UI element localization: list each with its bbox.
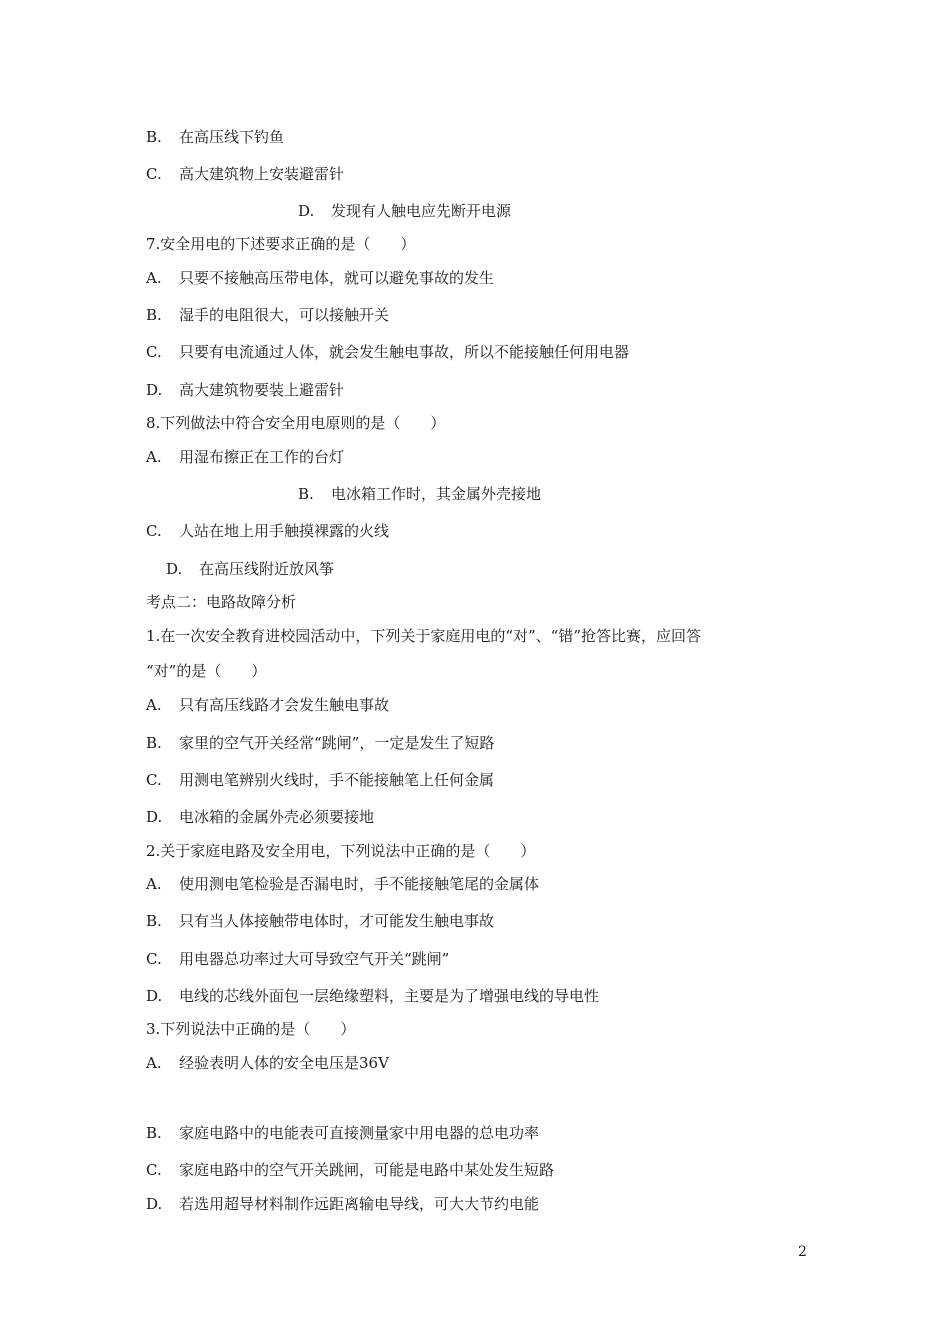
option-s2-2b: B. 只有当人体接触带电体时，才可能发生触电事故: [146, 912, 495, 930]
option-8c: C. 人站在地上用手触摸裸露的火线: [146, 522, 390, 540]
option-s2-1a: A. 只有高压线路才会发生触电事故: [146, 696, 390, 714]
question-7: 7.安全用电的下述要求正确的是（ ）: [146, 235, 416, 253]
option-s2-1d: D. 电冰箱的金属外壳必须要接地: [146, 808, 375, 826]
option-7c: C. 只要有电流通过人体，就会发生触电事故，所以不能接触任何用电器: [146, 343, 630, 361]
option-7a: A. 只要不接触高压带电体，就可以避免事故的发生: [146, 269, 495, 287]
option-s2-1c: C. 用测电笔辨别火线时，手不能接触笔上任何金属: [146, 771, 495, 789]
question-s2-3: 3.下列说法中正确的是（ ）: [146, 1020, 356, 1038]
option-7d: D. 高大建筑物要装上避雷针: [146, 381, 345, 399]
option-8a: A. 用湿布擦正在工作的台灯: [146, 448, 345, 466]
option-s2-2c: C. 用电器总功率过大可导致空气开关“跳闸”: [146, 950, 450, 968]
option-s2-1b: B. 家里的空气开关经常“跳闸”，一定是发生了短路: [146, 734, 495, 752]
option-s2-3c: C. 家庭电路中的空气开关跳闸，可能是电路中某处发生短路: [146, 1161, 555, 1179]
section-heading: 考点二：电路故障分析: [146, 593, 297, 611]
question-s2-2: 2.关于家庭电路及安全用电，下列说法中正确的是（ ）: [146, 842, 536, 860]
option-s2-2d: D. 电线的芯线外面包一层绝缘塑料，主要是为了增强电线的导电性: [146, 987, 600, 1005]
page-number: 2: [798, 1244, 807, 1260]
question-8: 8.下列做法中符合安全用电原则的是（ ）: [146, 414, 446, 432]
option-6b: B. 在高压线下钓鱼: [146, 128, 285, 146]
question-s2-1: 1.在一次安全教育进校园活动中，下列关于家庭用电的“对”、“错”抢答比赛，应回答: [146, 627, 701, 645]
option-6c: C. 高大建筑物上安装避雷针: [146, 165, 345, 183]
option-s2-3d: D. 若选用超导材料制作远距离输电导线，可大大节约电能: [146, 1195, 540, 1213]
option-8b: B. 电冰箱工作时，其金属外壳接地: [298, 485, 542, 503]
question-s2-1-cont: “对”的是（ ）: [146, 662, 267, 680]
option-s2-3b: B. 家庭电路中的电能表可直接测量家中用电器的总电功率: [146, 1124, 540, 1142]
option-6d: D. 发现有人触电应先断开电源: [298, 202, 512, 220]
option-7b: B. 湿手的电阻很大，可以接触开关: [146, 306, 390, 324]
option-8d: D. 在高压线附近放风筝: [166, 560, 335, 578]
option-s2-3a: A. 经验表明人体的安全电压是36V: [146, 1054, 389, 1072]
option-s2-2a: A. 使用测电笔检验是否漏电时，手不能接触笔尾的金属体: [146, 875, 540, 893]
